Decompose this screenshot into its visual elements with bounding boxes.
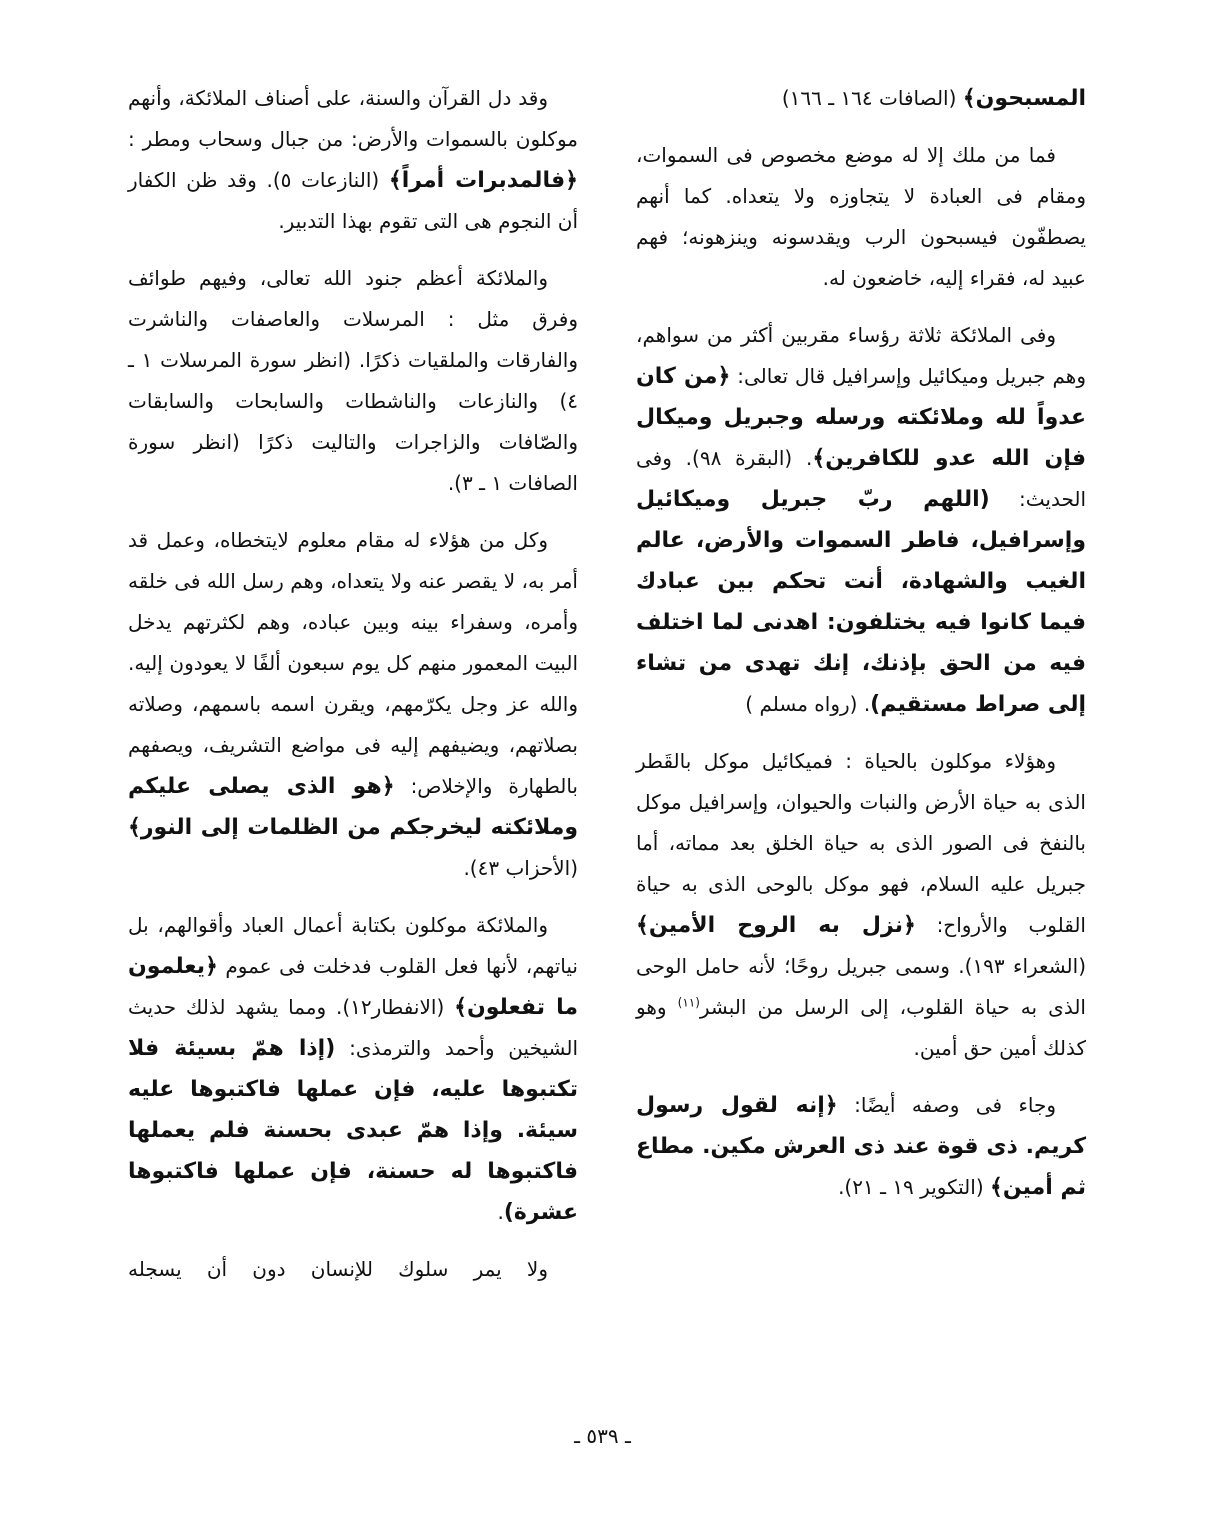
right-column (636, 78, 1086, 1224)
body-text: وهو كذلك أمين حق أمين. (636, 995, 1086, 1060)
quotation-text: ﴿يعلمون ما تفعلون﴾ (128, 954, 579, 1020)
body-text: والملائكة موكلون بكتابة أعمال العباد وأقوالهم، بل نياتهم، لأنها فعل القلوب فدخلت فى عموم (128, 913, 578, 978)
left-column (128, 78, 578, 1306)
paragraph (636, 741, 1086, 1069)
paragraph (128, 905, 578, 1233)
quotation-text: ﴿إنه لقول رسول كريم. ذى قوة عند ذى العرش مكين. مطاع ثم أمين﴾ (636, 1093, 1086, 1200)
paragraph (128, 520, 578, 889)
body-text: وكل من هؤلاء له مقام معلوم لايتخطاه، وعمل قد أمر به، لا يقصر عنه ولا يتعداه، وهم رسل الله فى خلقه وأمره، وسفراء بينه وبين عباده، وهم لكثرتهم يدخل البيت المعمور منهم كل يوم سبعون ألفًا لا يعودون إليه. والله عز وجل يكرّمهم، ويقرن اسمه باسمهم، وصلاته بصلاتهم، ويضيفهم إليه فى مواضع التشريف، ويصفهم بالطهارة والإخلاص: (128, 528, 578, 798)
footnote-marker: (١١) (677, 995, 700, 1010)
body-text: . (البقرة ٩٨). وفى الحديث: (636, 446, 1087, 511)
body-text: . (رواه مسلم ) (745, 692, 871, 716)
quotation-text: المسبحون﴾ (962, 86, 1086, 111)
quotation-text: ﴿هو الذى يصلى عليكم وملائكته ليخرجكم من الظلمات إلى النور﴾ (128, 774, 578, 840)
paragraph (636, 1085, 1086, 1208)
quotation-text: ﴿فالمدبرات أمراً﴾ (388, 168, 578, 193)
body-text: وهؤلاء موكلون بالحياة : فميكائيل موكل بالقَطر الذى به حياة الأرض والنبات والحيوان، وإسرافيل موكل بالنفخ فى الصور الذى به حياة الخلق بعد مماته، أما جبريل عليه السلام، فهو موكل بالوحى الذى به حياة القلوب والأرواح: (636, 749, 1086, 937)
paragraph (128, 258, 578, 504)
quotation-text: (إذا همّ بسيئة فلا تكتبوها عليه، فإن عملها فاكتبوها عليه سيئة. وإذا همّ عبدى بحسنة فلم يعملها فاكتبوها له حسنة، فإن عملها فاكتبوها عشرة) (128, 1036, 578, 1225)
body-text: والملائكة أعظم جنود الله تعالى، وفيهم طوائف وفرق مثل : المرسلات والعاصفات والناشرت والفارقات والملقيات ذكرًا. (انظر سورة المرسلات ١ ـ ٤) والنازعات والناشطات والسابحات والسابقات والصّافات والزاجرات والتاليت ذكرًا (انظر سورة الصافات ١ ـ ٣). (128, 266, 579, 495)
paragraph (636, 78, 1086, 119)
quotation-text: (اللهم ربّ جبريل وميكائيل وإسرافيل، فاطر السموات والأرض، عالم الغيب والشهادة، أنت تحكم بين عبادك فيما كانوا فيه يختلفون: اهدنى لما اختلف فيه من الحق بإذنك، إنك تهدى من تشاء إلى صراط مستقيم) (636, 487, 1086, 717)
body-text: (الصافات ١٦٤ ـ ١٦٦) (781, 86, 963, 110)
paragraph (128, 78, 578, 242)
paragraph (128, 1249, 578, 1290)
body-text: (التكوير ١٩ ـ ٢١). (838, 1175, 990, 1199)
body-text: وقد دل القرآن والسنة، على أصناف الملائكة، وأنهم موكلون بالسموات والأرض: من جبال وسحاب ومطر : (128, 86, 578, 151)
paragraph (636, 315, 1086, 725)
paragraph (636, 135, 1086, 299)
body-text: وفى الملائكة ثلاثة رؤساء مقربين أكثر من سواهم، وهم جبريل وميكائيل وإسرافيل قال تعالى: (636, 323, 1086, 388)
body-text: وجاء فى وصفه أيضًا: (837, 1093, 1056, 1117)
body-text: فما من ملك إلا له موضع مخصوص فى السموات، ومقام فى العبادة لا يتجاوزه ولا يتعداه. كما أنهم يصطفّون فيسبحون الرب ويقدسونه وينزهونه؛ فهم عبيد له، فقراء إليه، خاضعون له. (636, 143, 1086, 290)
quotation-text: ﴿من كان عدواً لله وملائكته ورسله وجبريل وميكال فإن الله عدو للكافرين﴾ (636, 364, 1086, 471)
body-text: (الأحزاب ٤٣). (463, 856, 578, 880)
body-text: (الانفطار١٢). ومما يشهد لذلك حديث الشيخين وأحمد والترمذى: (128, 995, 578, 1060)
page-number: ـ ٥٣٩ ـ (574, 1424, 631, 1448)
quotation-text: ﴿نزل به الروح الأمين﴾ (636, 913, 916, 938)
body-text: (النازعات ٥). وقد ظن الكفار أن النجوم هى التى تقوم بهذا التدبير. (128, 168, 578, 233)
body-text: ولا يمر سلوك للإنسان دون أن يسجله (128, 1257, 548, 1281)
body-text: . (497, 1200, 504, 1224)
body-text: (الشعراء ١٩٣). وسمى جبريل روحًا؛ لأنه حامل الوحى الذى به حياة القلوب، إلى الرسل من البشر (636, 954, 1086, 1019)
